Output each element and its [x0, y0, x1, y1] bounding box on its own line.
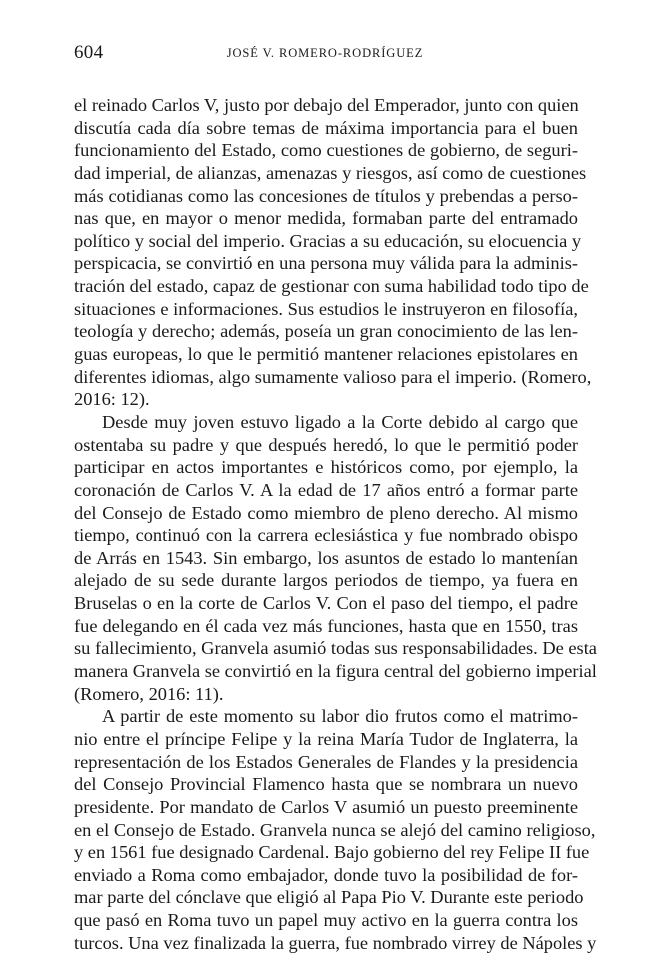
text-line: Bruselas o en la corte de Carlos V. Con el paso del tiempo, el padre — [74, 593, 578, 614]
text-line: enviado a Roma como embajador, donde tuvo la posibilidad de for- — [74, 864, 578, 885]
text-line: el reinado Carlos V, justo por debajo del Emperador, junto con quien — [74, 95, 579, 115]
text-line: en el Consejo de Estado. Granvela nunca se alejó del camino religioso, — [74, 819, 596, 840]
text-line: participar en actos importantes e históricos como, por ejemplo, la — [74, 457, 578, 478]
running-head-author: JOSÉ V. ROMERO-RODRÍGUEZ — [226, 46, 424, 60]
text-line: y en 1561 fue designado Cardenal. Bajo gobierno del rey Felipe II fue — [74, 842, 590, 863]
text-line: A partir de este momento su labor dio frutos como el matrimo- — [102, 706, 578, 727]
page-number: 604 — [74, 42, 104, 63]
text-line: coronación de Carlos V. A la edad de 17 años entró a formar parte — [74, 479, 578, 500]
text-line: presidente. Por mandato de Carlos V asumió un puesto preeminente — [74, 796, 578, 817]
text-line: guas europeas, lo que le permitió mantener relaciones epistolares en — [74, 344, 578, 365]
text-line: discutía cada día sobre temas de máxima importancia para el buen — [74, 117, 578, 138]
text-line: (Romero, 2016: 11). — [74, 683, 224, 704]
text-line: más cotidianas como las concesiones de títulos y prebendas a perso- — [74, 185, 578, 206]
text-line: nio entre el príncipe Felipe y la reina María Tudor de Inglaterra, la — [74, 728, 578, 749]
text-line: su fallecimiento, Granvela asumió todas sus responsabilidades. De esta — [74, 638, 597, 659]
text-line: tiempo, continuó con la carrera eclesiástica y fue nombrado obispo — [74, 525, 578, 546]
text-line: político y social del imperio. Gracias a su educación, su elocuencia y — [74, 230, 582, 251]
text-line: 2016: 12). — [74, 389, 150, 410]
text-line: dad imperial, de alianzas, amenazas y riesgos, así como de cuestiones — [74, 162, 587, 183]
text-line: teología y derecho; además, poseía un gran conocimiento de las len- — [74, 321, 578, 342]
text-line: ostentaba su padre y que después heredó, lo que le permitió poder — [74, 434, 578, 455]
text-line: que pasó en Roma tuvo un papel muy activo en la guerra contra los — [74, 910, 578, 931]
text-line: turcos. Una vez finalizada la guerra, fue nombrado virrey de Nápoles y — [74, 932, 597, 953]
text-line: perspicacia, se convirtió en una persona muy válida para la adminis- — [74, 253, 578, 274]
paragraph-3 — [74, 705, 597, 954]
text-line: de Arrás en 1543. Sin embargo, los asuntos de estado lo mantenían — [74, 547, 578, 568]
paragraph-1 — [74, 94, 592, 411]
paragraph-2 — [74, 411, 597, 705]
text-line: situaciones e informaciones. Sus estudios le instruyeron en filosofía, — [74, 298, 578, 319]
text-line: diferentes idiomas, algo sumamente valioso para el imperio. (Romero, — [74, 366, 592, 387]
text-line: del Consejo de Estado como miembro de pleno derecho. Al mismo — [74, 502, 578, 523]
text-line: alejado de su sede durante largos periodos de tiempo, ya fuera en — [74, 570, 578, 591]
text-line: representación de los Estados Generales de Flandes y la presidencia — [74, 751, 578, 772]
text-line: nas que, en mayor o menor medida, formaban parte del entramado — [74, 208, 578, 229]
text-line: fue delegando en él cada vez más funciones, hasta que en 1550, tras — [74, 615, 578, 636]
text-line: Desde muy joven estuvo ligado a la Corte debido al cargo que — [102, 411, 578, 432]
text-line: del Consejo Provincial Flamenco hasta que se nombrara un nuevo — [74, 774, 578, 795]
text-line: funcionamiento del Estado, como cuestiones de gobierno, de seguri- — [74, 140, 578, 161]
text-line: manera Granvela se convirtió en la figura central del gobierno imperial — [74, 661, 597, 682]
text-line: mar parte del cónclave que eligió al Papa Pio V. Durante este periodo — [74, 887, 584, 908]
text-line: tración del estado, capaz de gestionar con suma habilidad todo tipo de — [74, 276, 589, 297]
body-text — [74, 94, 597, 954]
